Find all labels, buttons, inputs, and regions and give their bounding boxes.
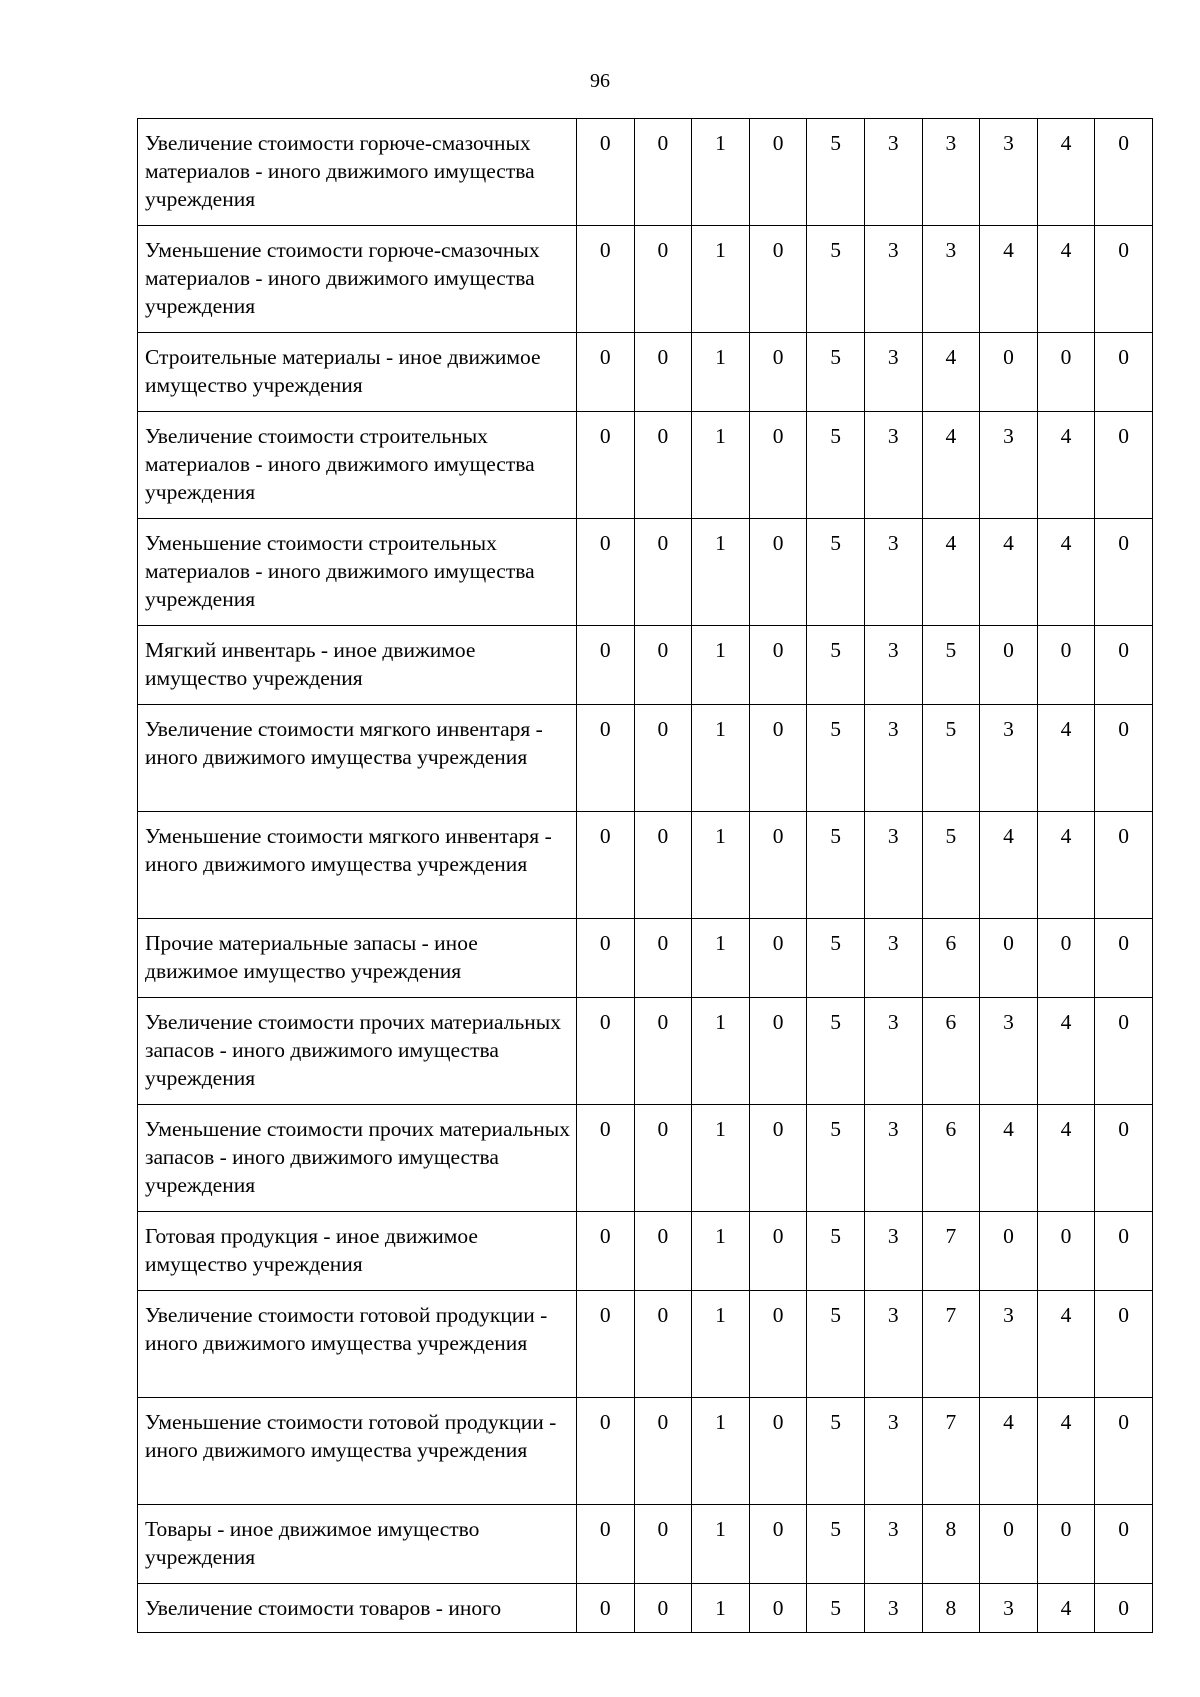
code-digit-cell: 0	[749, 1291, 807, 1398]
code-digit-cell: 3	[864, 1398, 922, 1505]
code-digit-cell: 3	[922, 226, 980, 333]
code-digit-cell: 0	[577, 519, 635, 626]
code-digit-cell: 3	[864, 1212, 922, 1291]
code-digit-cell: 0	[749, 1398, 807, 1505]
code-digit-cell: 7	[922, 1291, 980, 1398]
account-code-table-body	[138, 119, 1153, 1633]
code-digit-cell: 3	[980, 119, 1038, 226]
code-digit-cell: 5	[807, 919, 865, 998]
code-digit-cell: 0	[634, 1584, 692, 1633]
account-name-cell: Строительные материалы - иное движимое имущество учреждения	[138, 333, 577, 412]
code-digit-cell: 4	[1037, 1291, 1095, 1398]
code-digit-cell: 0	[749, 998, 807, 1105]
code-digit-cell: 5	[922, 626, 980, 705]
code-digit-cell: 0	[1037, 626, 1095, 705]
code-digit-cell: 0	[749, 226, 807, 333]
code-digit-cell: 0	[749, 119, 807, 226]
table-row	[138, 1212, 1153, 1291]
code-digit-cell: 0	[980, 919, 1038, 998]
code-digit-cell: 4	[1037, 226, 1095, 333]
account-name-cell: Мягкий инвентарь - иное движимое имущество учреждения	[138, 626, 577, 705]
code-digit-cell: 4	[1037, 998, 1095, 1105]
code-digit-cell: 5	[807, 226, 865, 333]
code-digit-cell: 5	[807, 333, 865, 412]
code-digit-cell: 4	[1037, 705, 1095, 812]
code-digit-cell: 0	[577, 333, 635, 412]
code-digit-cell: 0	[577, 119, 635, 226]
code-digit-cell: 1	[692, 1105, 750, 1212]
code-digit-cell: 3	[864, 1584, 922, 1633]
table-row	[138, 519, 1153, 626]
table-row	[138, 626, 1153, 705]
code-digit-cell: 0	[1095, 1291, 1153, 1398]
account-name-cell: Прочие материальные запасы - иное движимое имущество учреждения	[138, 919, 577, 998]
code-digit-cell: 0	[634, 333, 692, 412]
page-number: 96	[590, 70, 610, 92]
code-digit-cell: 0	[1095, 919, 1153, 998]
code-digit-cell: 0	[749, 1212, 807, 1291]
code-digit-cell: 0	[1095, 412, 1153, 519]
code-digit-cell: 4	[922, 519, 980, 626]
code-digit-cell: 0	[634, 998, 692, 1105]
table-row	[138, 1584, 1153, 1633]
code-digit-cell: 0	[634, 226, 692, 333]
code-digit-cell: 4	[1037, 119, 1095, 226]
code-digit-cell: 1	[692, 1291, 750, 1398]
code-digit-cell: 0	[749, 919, 807, 998]
code-digit-cell: 3	[980, 1584, 1038, 1633]
code-digit-cell: 0	[634, 1291, 692, 1398]
code-digit-cell: 0	[577, 812, 635, 919]
code-digit-cell: 0	[749, 705, 807, 812]
table-row	[138, 998, 1153, 1105]
code-digit-cell: 0	[980, 1505, 1038, 1584]
code-digit-cell: 7	[922, 1398, 980, 1505]
table-row	[138, 1291, 1153, 1398]
code-digit-cell: 0	[1095, 1105, 1153, 1212]
code-digit-cell: 0	[1095, 812, 1153, 919]
code-digit-cell: 0	[1095, 998, 1153, 1105]
code-digit-cell: 1	[692, 333, 750, 412]
code-digit-cell: 3	[922, 119, 980, 226]
code-digit-cell: 0	[749, 1505, 807, 1584]
code-digit-cell: 0	[634, 812, 692, 919]
table-row	[138, 333, 1153, 412]
code-digit-cell: 0	[634, 1212, 692, 1291]
account-name-cell: Увеличение стоимости товаров - иного	[138, 1584, 577, 1633]
code-digit-cell: 1	[692, 119, 750, 226]
code-digit-cell: 8	[922, 1584, 980, 1633]
code-digit-cell: 5	[807, 812, 865, 919]
code-digit-cell: 0	[577, 998, 635, 1105]
code-digit-cell: 4	[1037, 519, 1095, 626]
code-digit-cell: 4	[980, 1105, 1038, 1212]
code-digit-cell: 0	[1037, 1505, 1095, 1584]
account-name-cell: Увеличение стоимости мягкого инвентаря - иного движимого имущества учреждения	[138, 705, 577, 812]
code-digit-cell: 0	[749, 812, 807, 919]
table-row	[138, 1398, 1153, 1505]
account-name-cell: Уменьшение стоимости строительных материалов - иного движимого имущества учреждения	[138, 519, 577, 626]
table-row	[138, 705, 1153, 812]
code-digit-cell: 3	[980, 998, 1038, 1105]
code-digit-cell: 5	[807, 119, 865, 226]
code-digit-cell: 1	[692, 226, 750, 333]
account-name-cell: Уменьшение стоимости прочих материальных запасов - иного движимого имущества учреждения	[138, 1105, 577, 1212]
code-digit-cell: 5	[807, 998, 865, 1105]
code-digit-cell: 4	[980, 1398, 1038, 1505]
code-digit-cell: 1	[692, 1398, 750, 1505]
code-digit-cell: 0	[1095, 226, 1153, 333]
code-digit-cell: 1	[692, 998, 750, 1105]
code-digit-cell: 1	[692, 812, 750, 919]
code-digit-cell: 0	[1095, 519, 1153, 626]
code-digit-cell: 0	[634, 626, 692, 705]
code-digit-cell: 0	[980, 333, 1038, 412]
code-digit-cell: 4	[922, 333, 980, 412]
code-digit-cell: 3	[864, 412, 922, 519]
table-row	[138, 226, 1153, 333]
code-digit-cell: 0	[577, 1212, 635, 1291]
code-digit-cell: 0	[634, 412, 692, 519]
code-digit-cell: 0	[749, 412, 807, 519]
code-digit-cell: 0	[634, 519, 692, 626]
code-digit-cell: 0	[749, 333, 807, 412]
account-name-cell: Увеличение стоимости прочих материальных запасов - иного движимого имущества учреждения	[138, 998, 577, 1105]
code-digit-cell: 5	[922, 812, 980, 919]
code-digit-cell: 0	[1095, 1505, 1153, 1584]
code-digit-cell: 0	[980, 1212, 1038, 1291]
code-digit-cell: 4	[1037, 812, 1095, 919]
code-digit-cell: 0	[1095, 1212, 1153, 1291]
code-digit-cell: 0	[749, 1105, 807, 1212]
code-digit-cell: 0	[577, 1584, 635, 1633]
code-digit-cell: 0	[634, 119, 692, 226]
code-digit-cell: 0	[749, 1584, 807, 1633]
account-name-cell: Уменьшение стоимости готовой продукции - иного движимого имущества учреждения	[138, 1398, 577, 1505]
table-row	[138, 119, 1153, 226]
code-digit-cell: 0	[749, 519, 807, 626]
code-digit-cell: 0	[577, 705, 635, 812]
code-digit-cell: 0	[1037, 919, 1095, 998]
code-digit-cell: 4	[980, 519, 1038, 626]
account-name-cell: Уменьшение стоимости горюче-смазочных материалов - иного движимого имущества учреждения	[138, 226, 577, 333]
code-digit-cell: 0	[1037, 1212, 1095, 1291]
code-digit-cell: 0	[577, 1105, 635, 1212]
account-name-cell: Товары - иное движимое имущество учреждения	[138, 1505, 577, 1584]
code-digit-cell: 5	[807, 1505, 865, 1584]
code-digit-cell: 5	[807, 626, 865, 705]
code-digit-cell: 4	[1037, 1105, 1095, 1212]
code-digit-cell: 0	[577, 1505, 635, 1584]
code-digit-cell: 5	[807, 1584, 865, 1633]
code-digit-cell: 8	[922, 1505, 980, 1584]
code-digit-cell: 1	[692, 519, 750, 626]
code-digit-cell: 3	[864, 998, 922, 1105]
code-digit-cell: 0	[1095, 333, 1153, 412]
code-digit-cell: 3	[980, 412, 1038, 519]
code-digit-cell: 0	[634, 1398, 692, 1505]
code-digit-cell: 4	[1037, 412, 1095, 519]
code-digit-cell: 5	[922, 705, 980, 812]
code-digit-cell: 0	[749, 626, 807, 705]
table-row	[138, 919, 1153, 998]
code-digit-cell: 3	[864, 705, 922, 812]
code-digit-cell: 5	[807, 1212, 865, 1291]
code-digit-cell: 0	[1095, 1398, 1153, 1505]
code-digit-cell: 7	[922, 1212, 980, 1291]
code-digit-cell: 3	[864, 119, 922, 226]
account-name-cell: Увеличение стоимости готовой продукции - иного движимого имущества учреждения	[138, 1291, 577, 1398]
code-digit-cell: 0	[577, 1398, 635, 1505]
code-digit-cell: 3	[864, 226, 922, 333]
code-digit-cell: 6	[922, 919, 980, 998]
code-digit-cell: 0	[1095, 119, 1153, 226]
code-digit-cell: 5	[807, 519, 865, 626]
code-digit-cell: 4	[1037, 1584, 1095, 1633]
code-digit-cell: 0	[577, 412, 635, 519]
code-digit-cell: 3	[864, 1505, 922, 1584]
code-digit-cell: 3	[864, 1105, 922, 1212]
code-digit-cell: 4	[980, 226, 1038, 333]
code-digit-cell: 6	[922, 1105, 980, 1212]
code-digit-cell: 1	[692, 626, 750, 705]
code-digit-cell: 5	[807, 1105, 865, 1212]
code-digit-cell: 0	[980, 626, 1038, 705]
table-row	[138, 1505, 1153, 1584]
code-digit-cell: 1	[692, 1584, 750, 1633]
code-digit-cell: 3	[864, 626, 922, 705]
code-digit-cell: 3	[980, 1291, 1038, 1398]
code-digit-cell: 6	[922, 998, 980, 1105]
code-digit-cell: 3	[864, 519, 922, 626]
code-digit-cell: 0	[1095, 705, 1153, 812]
account-name-cell: Увеличение стоимости строительных материалов - иного движимого имущества учреждения	[138, 412, 577, 519]
account-name-cell: Уменьшение стоимости мягкого инвентаря - иного движимого имущества учреждения	[138, 812, 577, 919]
account-name-cell: Готовая продукция - иное движимое имущество учреждения	[138, 1212, 577, 1291]
code-digit-cell: 0	[577, 626, 635, 705]
code-digit-cell: 0	[577, 226, 635, 333]
code-digit-cell: 4	[980, 812, 1038, 919]
table-row	[138, 1105, 1153, 1212]
table-row	[138, 812, 1153, 919]
code-digit-cell: 3	[864, 333, 922, 412]
code-digit-cell: 0	[1095, 626, 1153, 705]
code-digit-cell: 1	[692, 919, 750, 998]
account-code-table	[137, 118, 1153, 1633]
code-digit-cell: 1	[692, 412, 750, 519]
code-digit-cell: 0	[1095, 1584, 1153, 1633]
code-digit-cell: 4	[922, 412, 980, 519]
code-digit-cell: 5	[807, 1291, 865, 1398]
code-digit-cell: 1	[692, 705, 750, 812]
code-digit-cell: 5	[807, 705, 865, 812]
code-digit-cell: 3	[864, 1291, 922, 1398]
code-digit-cell: 0	[634, 705, 692, 812]
account-name-cell: Увеличение стоимости горюче-смазочных материалов - иного движимого имущества учреждения	[138, 119, 577, 226]
code-digit-cell: 1	[692, 1212, 750, 1291]
table-row	[138, 412, 1153, 519]
code-digit-cell: 0	[577, 919, 635, 998]
code-digit-cell: 5	[807, 412, 865, 519]
code-digit-cell: 5	[807, 1398, 865, 1505]
code-digit-cell: 3	[864, 919, 922, 998]
code-digit-cell: 0	[634, 1505, 692, 1584]
code-digit-cell: 3	[980, 705, 1038, 812]
code-digit-cell: 4	[1037, 1398, 1095, 1505]
code-digit-cell: 0	[634, 919, 692, 998]
code-digit-cell: 0	[1037, 333, 1095, 412]
code-digit-cell: 0	[577, 1291, 635, 1398]
code-digit-cell: 0	[634, 1105, 692, 1212]
code-digit-cell: 1	[692, 1505, 750, 1584]
code-digit-cell: 3	[864, 812, 922, 919]
